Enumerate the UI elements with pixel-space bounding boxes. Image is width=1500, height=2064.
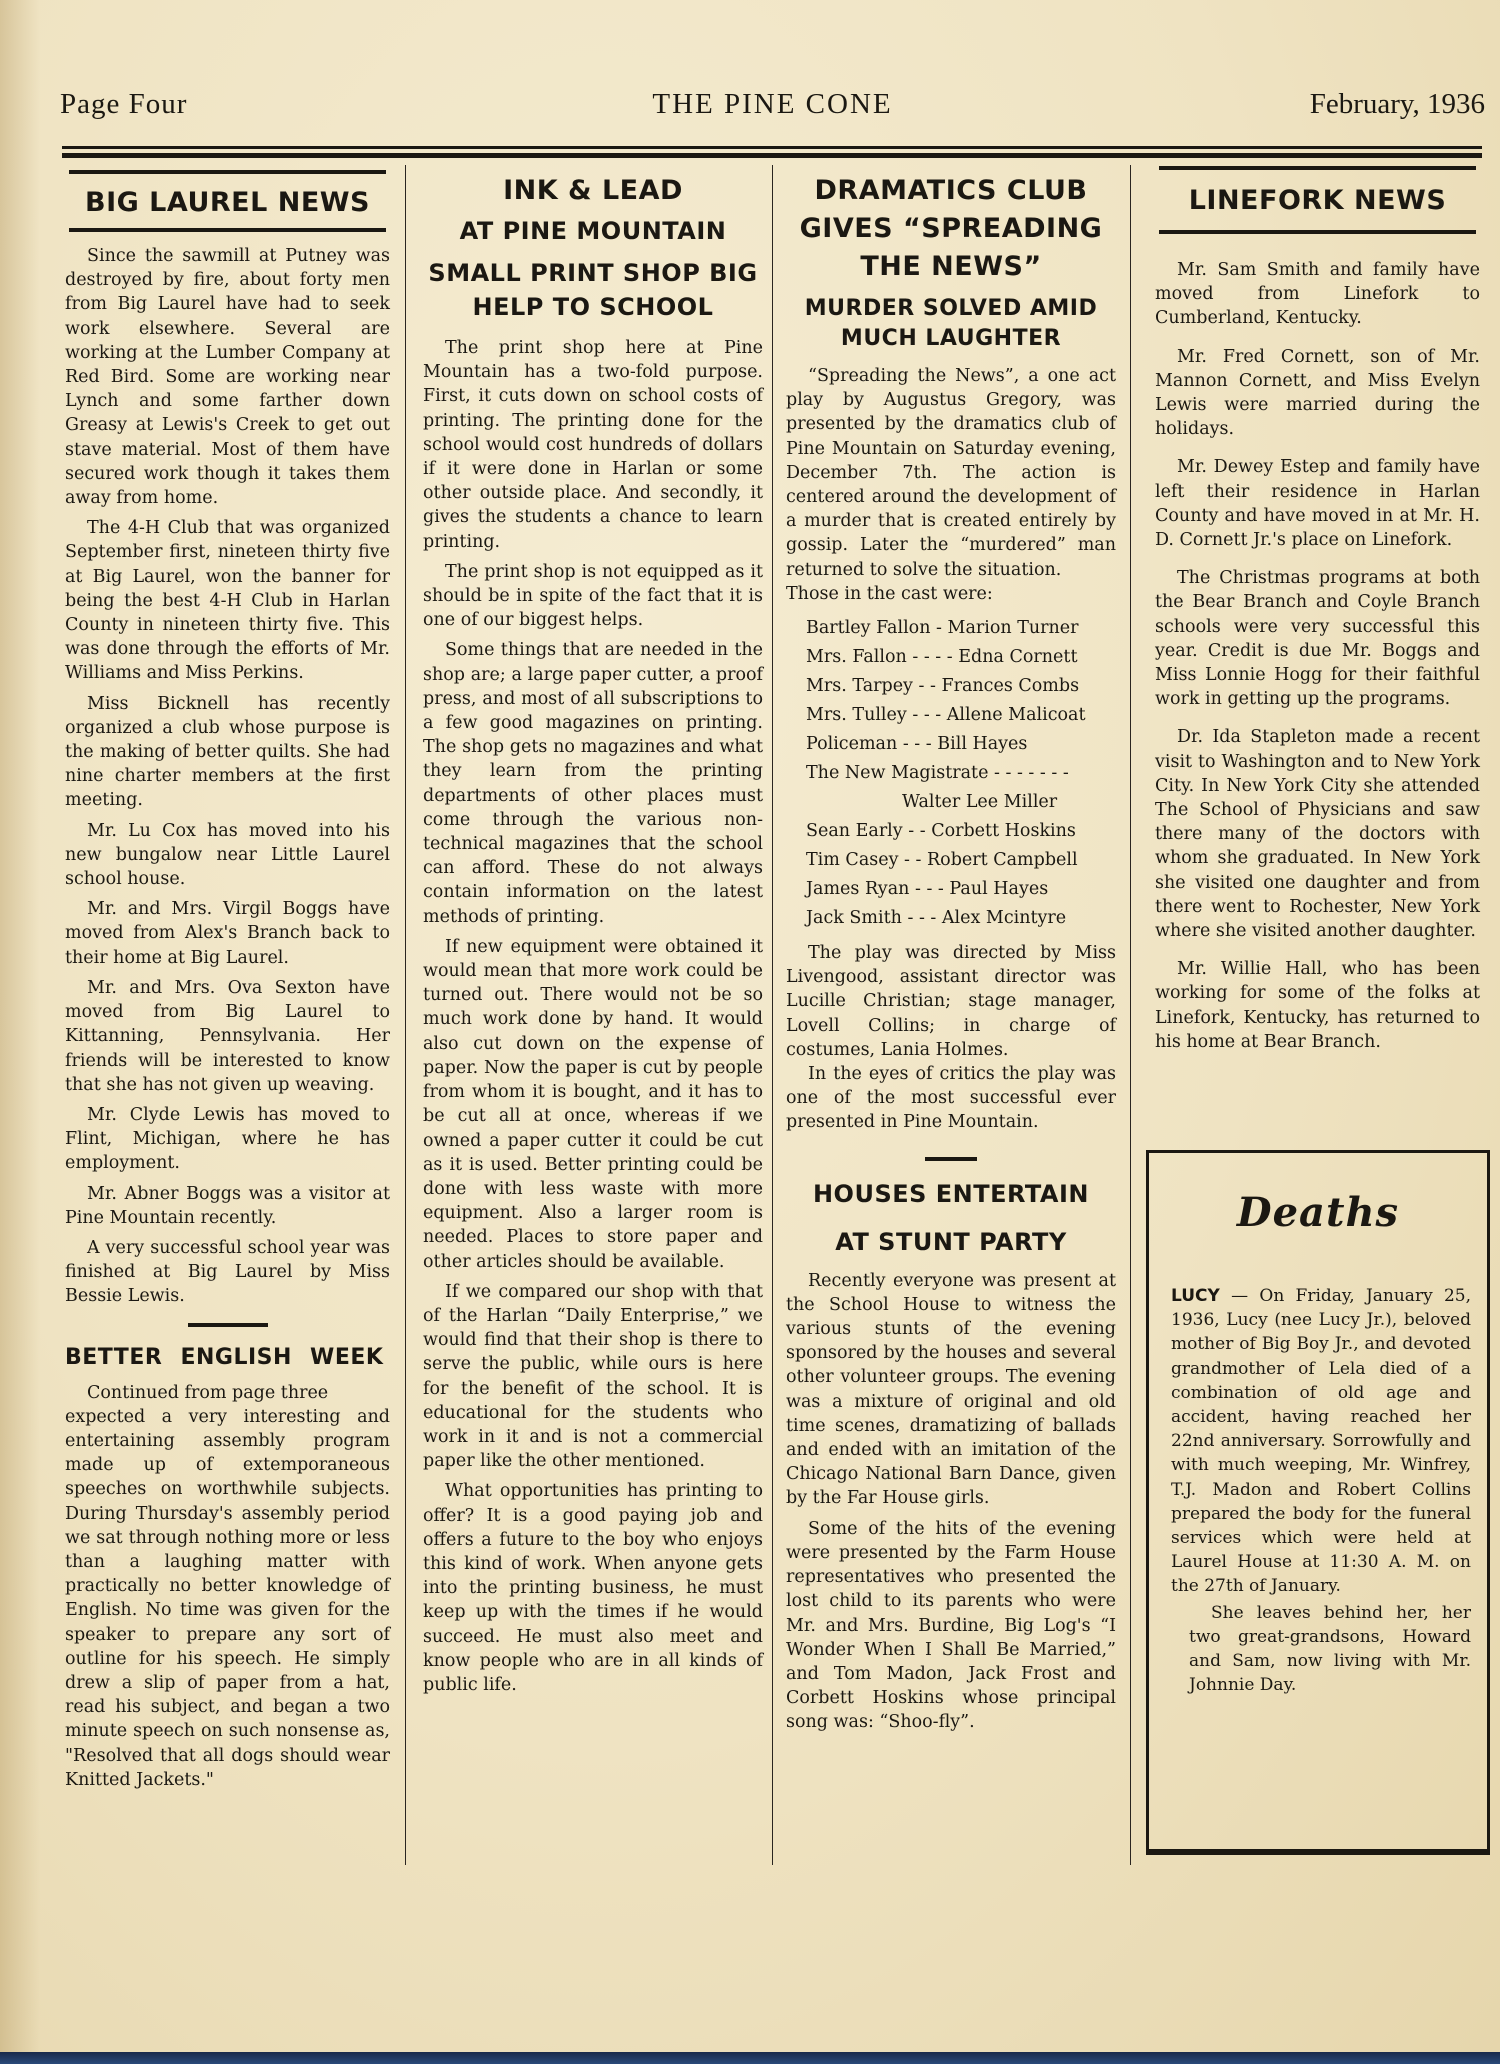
masthead-rule-thin (62, 146, 1482, 149)
cast-separator: - - - (901, 908, 942, 929)
article-heading: GIVES “SPREADING (799, 213, 1103, 244)
column-dramatics (786, 160, 1116, 1741)
paragraph: “Spreading the News”, a one act play by Augustus Gregory, was presented by the dramatics club of Pine Mountain on Saturday evening, December 7th. The action is centered around the development of a murder that is created entirely by gossip. Later the “murdered” man returned to solve the situation. (786, 366, 1116, 580)
paragraph: The Christmas programs at both the Bear Branch and Coyle Branch schools were very successful this year. Credit is due Mr. Boggs and Miss Lonnie Hogg for their faithful work in getting up the programs. (1155, 568, 1480, 710)
obituary-name: LUCY (1171, 1286, 1220, 1306)
column-divider (405, 165, 406, 1865)
cast-actor: Edna Cornett (958, 647, 1078, 668)
cast-item (806, 643, 1116, 672)
article-better-english (65, 1381, 390, 1792)
cast-item (806, 730, 1116, 759)
paragraph: Mr. and Mrs. Ova Sexton have moved from Big Laurel to Kittanning, Pennsylvania. Her friends will be interested to know that she has not given up weaving. (65, 977, 390, 1095)
article-big-laurel (65, 244, 390, 1309)
article-subheading: MUCH LAUGHTER (840, 326, 1062, 351)
masthead (60, 88, 1485, 128)
cast-list (806, 614, 1116, 933)
paragraph: In the eyes of critics the play was one of the most successful ever presented in Pine Mountain. (786, 1064, 1116, 1133)
cast-separator: - - (902, 821, 932, 842)
paragraph: Some of the hits of the evening were presented by the Farm House representatives who presented the lost child to its parents who were Mr. and Mrs. Burdine, Big Log's “I Wonder When I Shall Be Married,” and Tom Madon, Jack Frost and Corbett Hoskins whose principal song was: “Shoo-fly”. (786, 1518, 1116, 1733)
cast-actor: Allene Malicoat (946, 705, 1086, 726)
article-heading: AT PINE MOUNTAIN (459, 217, 727, 245)
article-heading: INK & LEAD (503, 175, 683, 206)
article-subheading: HELP TO SCHOOL (472, 293, 714, 321)
article-heading: BETTER ENGLISH WEEK (65, 1344, 384, 1370)
cast-item (806, 846, 1116, 875)
cast-separator: - - - (897, 734, 938, 755)
obituary-text: On Friday, January 25, 1936, Lucy (nee Lucy Jr.), beloved mother of Big Boy Jr., and devoted grandmother of Lela died of a combination of old age and accident, having reached her 22nd anniversary. Sorrowfully and with much weeping, Mr. Winfrey, T.J. Madon and Robert Collins prepared the body for the funeral services which were held at Laurel House at 11:30 A. M. on the 27th of January. (1171, 1286, 1471, 1597)
paragraph: Mr. Clyde Lewis has moved to Flint, Michigan, where he has employment. (65, 1104, 390, 1174)
paragraph: If we compared our shop with that of the Harlan “Daily Enterprise,” we would find that their shop is there to serve the public, while ours is here for the benefit of the school. It is educational for the students who work in it and is not a commercial paper like the other mentioned. (423, 1281, 763, 1472)
cast-item (806, 759, 1116, 788)
cast-role: Policeman (806, 734, 898, 755)
cast-actor: Frances Combs (941, 676, 1080, 697)
article-heading: AT STUNT PARTY (835, 1227, 1067, 1256)
article-houses (786, 1269, 1116, 1735)
cast-actor: Paul Hayes (949, 879, 1049, 900)
deaths-box (1146, 1150, 1490, 1855)
obituary (1171, 1284, 1471, 1697)
paragraph: Mr. and Mrs. Virgil Boggs have moved from Alex's Branch back to their home at Big Laurel. (65, 899, 390, 968)
paragraph: Mr. Lu Cox has moved into his new bungalow near Little Laurel school house. (65, 820, 390, 890)
cast-role: James Ryan (806, 879, 910, 900)
paragraph: expected a very interesting and entertaining assembly program made up of extemporaneous speeches on worthwhile subjects. During Thursday's assembly period we sat through nothing more or less than a laughing matter with practically no better knowledge of English. No time was given for the speaker to prepare any sort of outline for his speech. He simply drew a slip of paper from a hat, read his subject, and began a two minute speech on such nonsense as, "Resolved that all dogs should wear Knitted Jackets." (65, 1406, 390, 1790)
cast-actor: Bill Hayes (937, 734, 1028, 755)
masthead-rule-thick (62, 153, 1482, 158)
heading-rule (1159, 166, 1476, 170)
column-ink-lead (423, 160, 763, 1703)
cast-separator: - - (898, 850, 927, 871)
paragraph: Mr. Dewey Estep and family have left their residence in Harlan County and have moved in at Mr. H. D. Cornett Jr.'s place on Linefork. (1155, 457, 1480, 551)
heading-rule (69, 170, 386, 174)
article-ink-lead (423, 336, 763, 1697)
cast-item (806, 788, 1116, 817)
cast-separator: - - - (909, 879, 950, 900)
issue-date: February, 1936 (1309, 88, 1485, 120)
cast-role: Tim Casey (806, 850, 899, 871)
column-linefork (1155, 160, 1480, 1060)
deaths-title: Deaths (1236, 1189, 1400, 1236)
cast-actor: Marion Turner (947, 618, 1079, 639)
paragraph: The 4-H Club that was organized September first, nineteen thirty five at Big Laurel, won the banner for being the best 4-H Club in Harlan County in nineteen thirty five. This was done through the efforts of Mr. Williams and Miss Perkins. (65, 518, 390, 684)
cast-actor: Robert Campbell (927, 850, 1078, 871)
cast-role: Jack Smith (806, 908, 902, 929)
cast-item (806, 672, 1116, 701)
cast-actor: Corbett Hoskins (931, 821, 1076, 842)
cast-role: Mrs. Tulley (806, 705, 907, 726)
article-heading: THE NEWS” (860, 251, 1042, 282)
cast-separator: - - (912, 676, 942, 697)
paragraph: A very successful school year was finished at Big Laurel by Miss Bessie Lewis. (65, 1237, 390, 1307)
page-number: Page Four (60, 88, 188, 120)
continued-note: Continued from page three (87, 1382, 329, 1403)
cast-item (806, 817, 1116, 846)
cast-intro: Those in the cast were: (786, 583, 993, 604)
heading-rule (1159, 230, 1476, 234)
article-heading: BIG LAUREL NEWS (85, 187, 370, 218)
cast-item (806, 614, 1116, 643)
cast-item (806, 875, 1116, 904)
paragraph: Dr. Ida Stapleton made a recent visit to Washington and to New York City. In New York City she attended The School of Physicians and saw there many of the doctors with whom she graduated. In New York she visited one daughter and from there went to Rochester, New York where she visited another daughter. (1155, 727, 1480, 942)
heading-rule (69, 228, 386, 232)
cast-separator: - - - - (906, 647, 959, 668)
obituary-survivors: She leaves behind her, her two great-grandsons, Howard and Sam, now living with Mr. Johnnie Day. (1189, 1602, 1471, 1696)
paragraph: If new equipment were obtained it would mean that more work could be turned out. There would not be so much work done by hand. It would also cut down on the expense of paper. Now the paper is cut by people from whom it is bought, and it has to be cut all at once, whereas if we owned a paper cutter it could be cut as it is used. Better printing could be done with less waste with more equipment. Also a larger room is needed. Places to store paper and other articles should be available. (423, 936, 763, 1272)
obituary-dash: — (1219, 1286, 1260, 1306)
paragraph: Mr. Fred Cornett, son of Mr. Mannon Cornett, and Miss Evelyn Lewis were married during the holidays. (1155, 346, 1480, 440)
paper-shading (0, 0, 40, 2064)
scan-edge (0, 2052, 1500, 2064)
paragraph: What opportunities has printing to offer? It is a good paying job and offers a future to the boy who enjoys this kind of work. When anyone gets into the printing business, he must keep up with the times if he would succeed. He must also meet and know people who are in all kinds of public life. (423, 1481, 763, 1695)
article-dramatics (786, 364, 1116, 1135)
cast-actor: Walter Lee Miller (902, 792, 1058, 813)
cast-actor: Alex Mcintyre (941, 908, 1067, 929)
section-divider (925, 1157, 977, 1161)
cast-separator: - - - - - - - (988, 763, 1069, 784)
paragraph: Some things that are needed in the shop are; a large paper cutter, a proof press, and most of all subscriptions to a few good magazines on printing. The shop gets no magazines and what they learn from the printing departments of other places must come through the various non-technical magazines that the school can afford. These do not always contain information on the latest methods of printing. (423, 640, 763, 927)
column-divider (1130, 165, 1131, 1865)
paragraph: The print shop is not equipped as it should be in spite of the fact that it is one of our biggest helps. (423, 561, 763, 631)
newspaper-title: THE PINE CONE (652, 88, 893, 120)
paragraph: The print shop here at Pine Mountain has a two-fold purpose. First, it cuts down on school costs of printing. The printing done for the school would cost hundreds of dollars if it were done in Harlan or some other outside place. And secondly, it gives the students a chance to learn printing. (423, 338, 763, 552)
cast-item (806, 701, 1116, 730)
column-big-laurel (65, 160, 390, 1798)
article-heading: HOUSES ENTERTAIN (812, 1179, 1090, 1208)
cast-role: Bartley Fallon (806, 618, 931, 639)
column-divider (772, 165, 773, 1865)
cast-role: Mrs. Fallon (806, 647, 907, 668)
cast-separator: - - - (906, 705, 947, 726)
paragraph: Mr. Willie Hall, who has been working for some of the folks at Linefork, Kentucky, has returned to his home at Bear Branch. (1155, 959, 1480, 1052)
paragraph: Mr. Abner Boggs was a visitor at Pine Mountain recently. (65, 1183, 390, 1228)
section-divider (188, 1323, 268, 1327)
article-subheading: SMALL PRINT SHOP BIG (428, 259, 758, 287)
paragraph: The play was directed by Miss Livengood, assistant director was Lucille Christian; stage manager, Lovell Collins; in charge of costumes, Lania Holmes. (786, 943, 1116, 1060)
cast-item (806, 904, 1116, 933)
article-heading: LINEFORK NEWS (1188, 185, 1447, 216)
paragraph: Miss Bicknell has recently organized a club whose purpose is the making of better quilts. She had nine charter members at the first meeting. (65, 693, 390, 811)
paragraph: Mr. Sam Smith and family have moved from Linefork to Cumberland, Kentucky. (1155, 260, 1480, 329)
paragraph: Recently everyone was present at the School House to witness the various stunts of the evening sponsored by the houses and several other volunteer groups. The evening was a mixture of original and old time scenes, dramatizing of ballads and ended with an imitation of the Chicago National Barn Dance, given by the Far House girls. (786, 1270, 1116, 1509)
article-heading: DRAMATICS CLUB (814, 175, 1088, 206)
article-subheading: MURDER SOLVED AMID (804, 296, 1098, 321)
cast-role: The New Magistrate (806, 763, 989, 784)
paragraph: Since the sawmill at Putney was destroyed by fire, about forty men from Big Laurel have had to seek work elsewhere. Several are working at the Lumber Company at Red Bird. Some are working near Lynch and some farther down Greasy at Lewis's Creek to get out stave material. Most of them have secured work though it takes them away from home. (65, 246, 390, 509)
cast-separator: - (930, 618, 948, 639)
cast-role: Mrs. Tarpey (806, 676, 913, 697)
cast-role: Sean Early (806, 821, 903, 842)
article-linefork (1155, 258, 1480, 1054)
